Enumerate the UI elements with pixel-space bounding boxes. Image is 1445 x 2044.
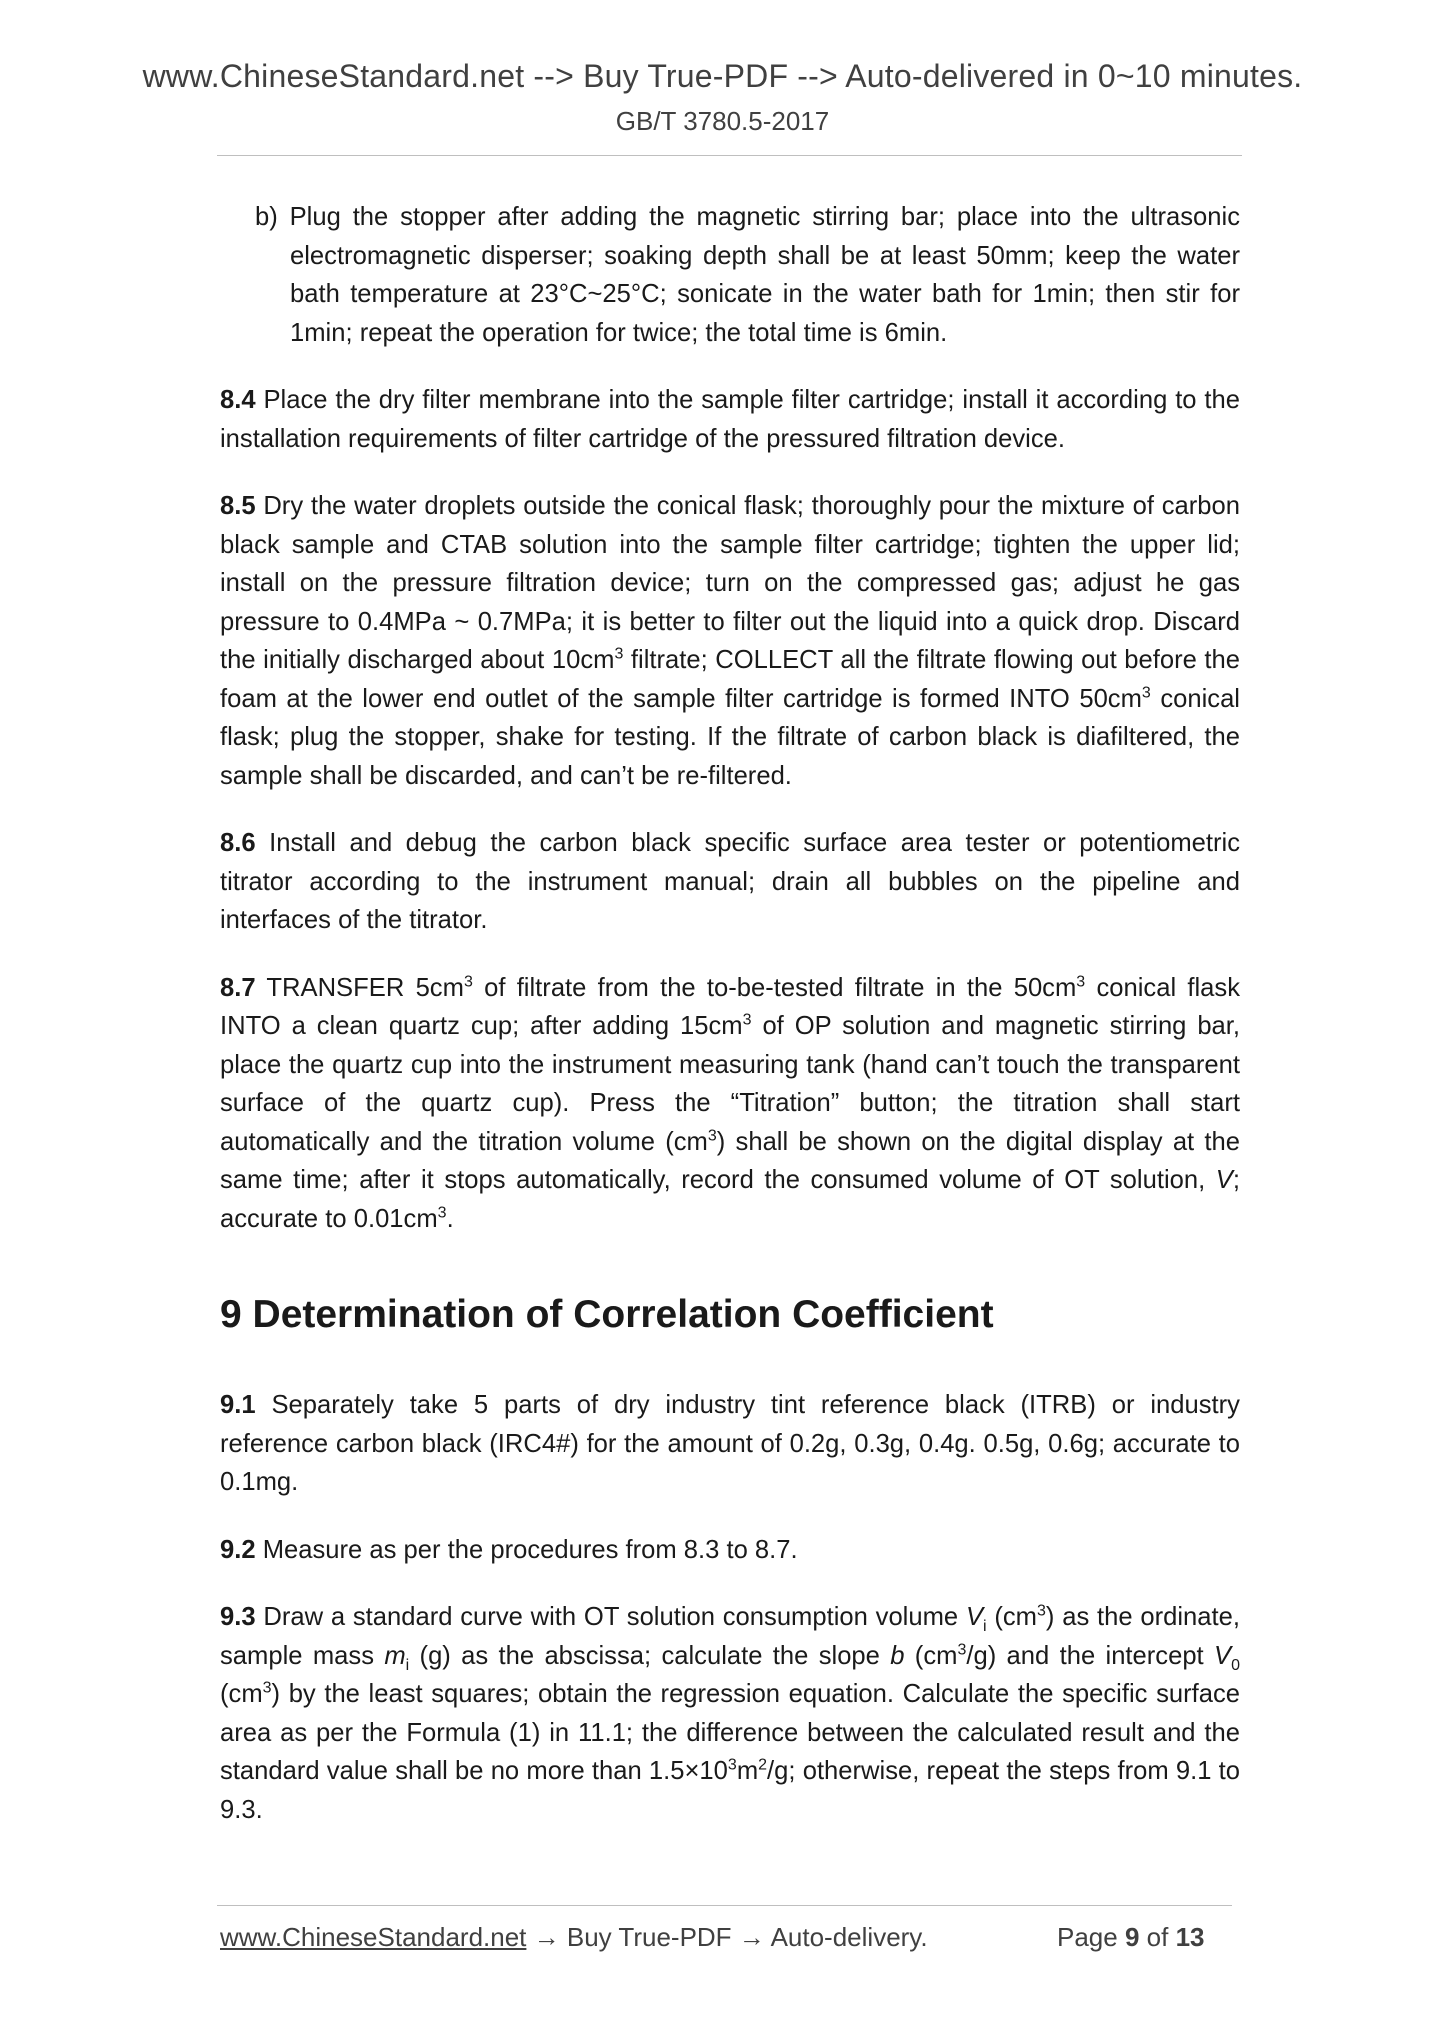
superscript: 3 bbox=[727, 1756, 737, 1774]
page-indicator bbox=[1057, 1922, 1205, 1953]
clause-text: (g) as the abscissa; calculate the slope bbox=[409, 1641, 891, 1670]
subscript: 0 bbox=[1231, 1656, 1240, 1674]
clause-9-1 bbox=[220, 1386, 1240, 1502]
clause-text: of OP solution and magnetic stirring bar, place the quartz cup into the instrument measuring tank (hand can’t touch the transparent surface of the quartz cup). Press the “Titration” button; the titration shall start automatically and the titration volume (cm bbox=[220, 1012, 1241, 1156]
clause-8-7 bbox=[220, 969, 1240, 1239]
superscript: 3 bbox=[707, 1126, 717, 1144]
page-label: Page bbox=[1057, 1922, 1118, 1952]
clause-number: 8.5 bbox=[220, 492, 256, 520]
superscript: 3 bbox=[262, 1679, 272, 1697]
clause-text: /g) and the intercept bbox=[966, 1641, 1215, 1670]
variable: m bbox=[384, 1641, 406, 1670]
header-divider bbox=[217, 155, 1242, 156]
superscript: 3 bbox=[1076, 972, 1086, 990]
superscript: 3 bbox=[614, 645, 624, 663]
variable: V bbox=[1215, 1166, 1233, 1194]
header-banner: www.ChineseStandard.net --> Buy True-PDF --> Auto-delivered in 0~10 minutes. bbox=[142, 58, 1303, 94]
clause-text: TRANSFER 5cm bbox=[266, 973, 464, 1002]
clause-text: ) by the least squares; obtain the regression equation. Calculate the specific surface area as per the Formula (1) in 11.1; the difference between the calculated result and the standard value shall be no more than 1.5×10 bbox=[220, 1680, 1240, 1785]
superscript: 2 bbox=[758, 1756, 768, 1774]
clause-text: filtrate; COLLECT all the filtrate flowing out before the foam at the lower end outlet of the sample filter cartridge is formed INTO 50cm bbox=[220, 646, 1240, 713]
superscript: 3 bbox=[463, 972, 473, 990]
superscript: 3 bbox=[957, 1640, 967, 1658]
clause-text: Draw a standard curve with OT solution consumption volume bbox=[263, 1603, 966, 1631]
clause-8-4 bbox=[220, 381, 1240, 458]
clause-9-2 bbox=[220, 1531, 1240, 1570]
of-label: of bbox=[1146, 1922, 1169, 1952]
clause-text: ) as the ordinate, sample mass bbox=[220, 1603, 1240, 1670]
clause-number: 9.2 bbox=[220, 1535, 256, 1564]
clause-text: (cm bbox=[986, 1603, 1037, 1631]
superscript: 3 bbox=[1141, 683, 1151, 701]
clause-text: (cm bbox=[904, 1641, 958, 1670]
list-item-b: b) Plug the stopper after adding the magnetic stirring bar; place into the ultrasonic electromagnetic disperser; soaking depth shall be at least 50mm; keep the water bath temperature at 23°C~25°C; sonicate in the water bath for 1min; then stir for 1min; repeat the operation for twice; the total time is 6min. bbox=[255, 203, 1240, 347]
clause-number: 8.6 bbox=[220, 829, 256, 857]
footer-promo bbox=[220, 1922, 928, 1953]
clause-text: Place the dry filter membrane into the sample filter cartridge; install it according to the installation requirements of filter cartridge of the pressured filtration device. bbox=[220, 386, 1240, 453]
clause-number: 9.3 bbox=[220, 1603, 256, 1631]
superscript: 3 bbox=[1037, 1602, 1046, 1620]
page-current: 9 bbox=[1124, 1922, 1140, 1952]
clause-text: Measure as per the procedures from 8.3 to 8.7. bbox=[262, 1535, 798, 1564]
subscript: i bbox=[405, 1656, 410, 1674]
clause-text: conical flask; plug the stopper, shake for testing. If the filtrate of carbon black is diafiltered, the sample shall be discarded, and can’t be re-filtered. bbox=[220, 684, 1240, 790]
clause-8-6 bbox=[220, 824, 1240, 940]
subscript: i bbox=[983, 1618, 987, 1636]
clause-9-3 bbox=[220, 1598, 1240, 1829]
clause-text: Separately take 5 parts of dry industry tint reference black (ITRB) or industry reference carbon black (IRC4#) for the amount of 0.2g, 0.3g, 0.4g. 0.5g, 0.6g; accurate to 0.1mg. bbox=[220, 1391, 1240, 1496]
clause-text: ; accurate to 0.01cm bbox=[220, 1166, 1240, 1233]
clause-text: (cm bbox=[220, 1680, 263, 1708]
variable: b bbox=[890, 1641, 905, 1670]
clause-number: 9.1 bbox=[220, 1391, 256, 1419]
page-total: 13 bbox=[1175, 1922, 1205, 1952]
clause-text: Install and debug the carbon black specific surface area tester or potentiometric titrator according to the instrument manual; drain all bubbles on the pipeline and interfaces of the titrator. bbox=[220, 829, 1240, 934]
variable: V bbox=[965, 1603, 984, 1631]
clause-8-5 bbox=[220, 487, 1240, 795]
section-heading-9: 9 Determination of Correlation Coefficient bbox=[220, 1293, 994, 1336]
superscript: 3 bbox=[742, 1011, 752, 1029]
clause-text: Dry the water droplets outside the conical flask; thoroughly pour the mixture of carbon black sample and CTAB solution into the sample filter cartridge; tighten the upper lid; install on the pressure filtration device; turn on the compressed gas; adjust he gas pressure to 0.4MPa ~ 0.7MPa; it is better to filter out the liquid into a quick drop. Discard the initially discharged about 10cm bbox=[220, 492, 1240, 674]
footer-text: → Buy True-PDF → Auto-delivery. bbox=[526, 1922, 928, 1952]
clause-text: conical flask INTO a clean quartz cup; after adding 15cm bbox=[220, 973, 1241, 1040]
clause-text: of filtrate from the to-be-tested filtrate in the 50cm bbox=[472, 973, 1077, 1002]
clause-text: /g; otherwise, repeat the steps from 9.1 to 9.3. bbox=[220, 1757, 1240, 1824]
superscript: 3 bbox=[437, 1203, 447, 1221]
clause-text: m bbox=[736, 1757, 759, 1785]
clause-text: ) shall be shown on the digital display at the same time; after it stops automatically, record the consumed volume of OT solution, bbox=[220, 1127, 1240, 1194]
footer-divider bbox=[217, 1905, 1232, 1906]
footer-link[interactable]: www.ChineseStandard.net bbox=[220, 1922, 527, 1952]
variable: V bbox=[1214, 1641, 1232, 1670]
clause-number: 8.7 bbox=[220, 973, 256, 1002]
page-body bbox=[220, 198, 1240, 1829]
standard-code: GB/T 3780.5-2017 bbox=[615, 106, 830, 136]
clause-text: . bbox=[446, 1204, 454, 1233]
clause-number: 8.4 bbox=[220, 386, 256, 414]
